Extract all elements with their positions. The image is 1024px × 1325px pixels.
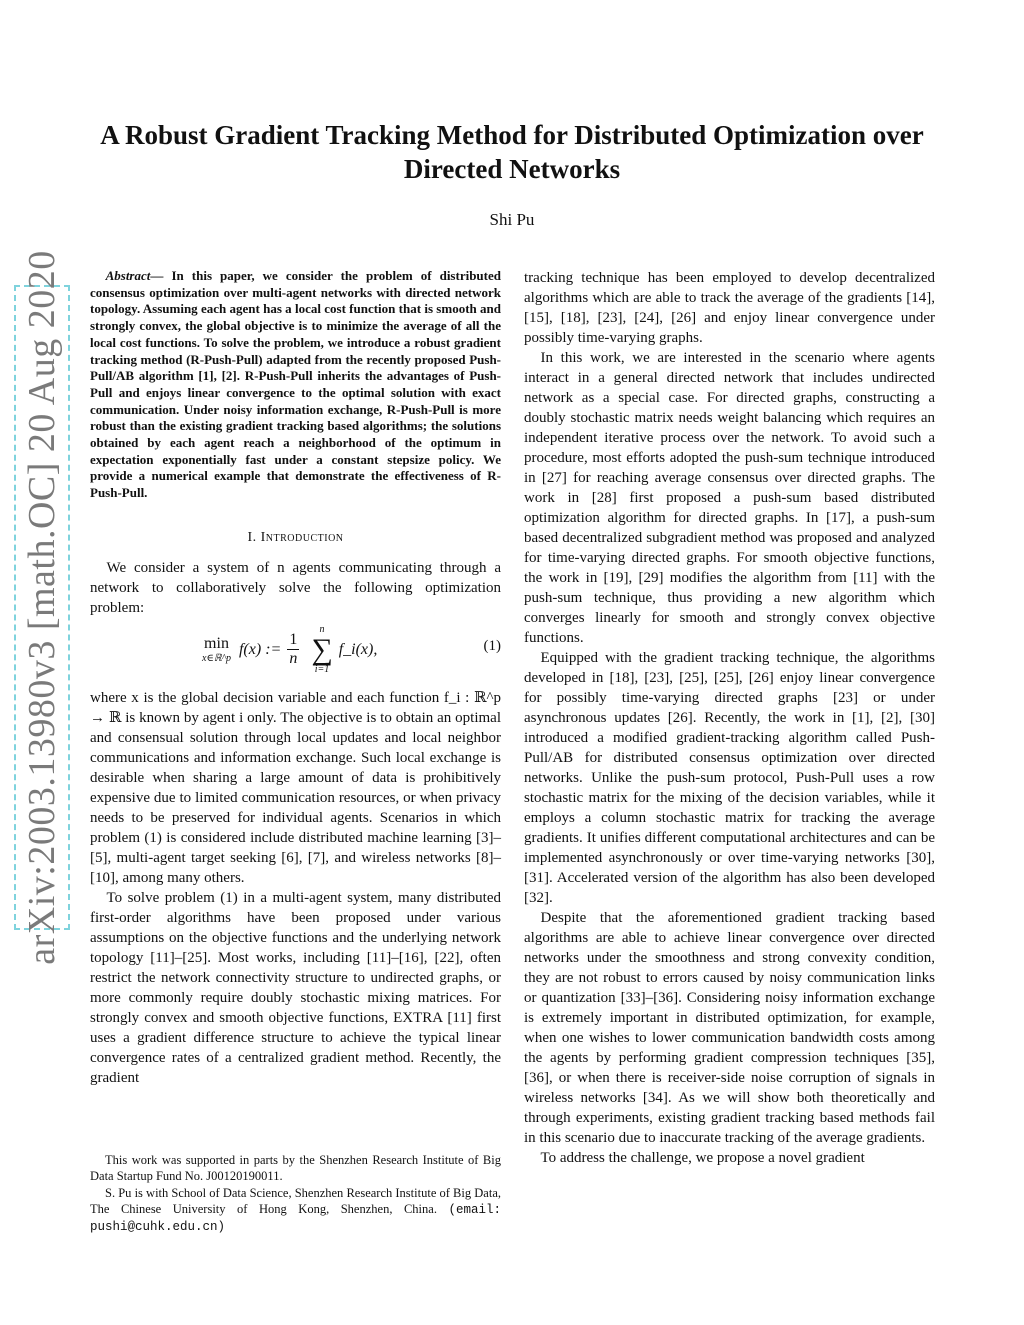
left-column xyxy=(90,268,501,1088)
eq-frac-den: n xyxy=(289,650,298,668)
eq-lhs: f(x) := xyxy=(238,640,282,658)
section-title: Introduction xyxy=(260,529,344,545)
footnote-funding: This work was supported in parts by the Shenzhen Research Institute of Big Data Startup Fund No. J00120190011. xyxy=(90,1153,501,1183)
equation-number: (1) xyxy=(483,637,501,654)
footnotes xyxy=(90,1152,501,1236)
eq-min-sub: x∈ℝ^p xyxy=(202,653,231,665)
paragraph: where x is the global decision variable and each function f_i : ℝ^p → ℝ is known by agent i only. The objective is to obtain an optimal and consensual solution through local updates and local neighbor communications and information exchange. Such local exchange is desirable when sharing a large amount of data is prohibitively expensive due to limited communication resources, or when privacy needs to be preserved for individual agents. Scenarios in which problem (1) is considered include distributed machine learning [3]–[5], multi-agent target seeking [6], [7], and wireless networks [8]–[10], among many others. xyxy=(90,689,501,886)
footnote-affiliation xyxy=(90,1185,501,1235)
eq-sum-top: n xyxy=(319,623,325,635)
paragraph: We consider a system of n agents communicating through a network to collaboratively solve the following optimization problem: xyxy=(90,559,501,616)
footnote-affiliation-text: S. Pu is with School of Data Science, Shenzhen Research Institute of Big Data, The Chinese University of Hong Kong, Shenzhen, China. xyxy=(90,1186,501,1216)
paper-title: A Robust Gradient Tracking Method for Distributed Optimization over Directed Networks xyxy=(100,120,924,184)
right-column xyxy=(524,268,935,1168)
footnote-email[interactable]: (email: pushi@cuhk.edu.cn) xyxy=(90,1203,501,1234)
equation-1: min x∈ℝ^p f(x) := $\frac{1}{n}$ n ∑ i=1 f_i(x), (1) xyxy=(202,623,501,675)
paragraph: In this work, we are interested in the scenario where agents interact in a general directed network that includes undirected network as a special case. For directed graphs, constructing a doubly stochastic matrix needs weight balancing which requires an independent iterative process over the network. To avoid such a procedure, most efforts adopted the push-sum technique introduced in [27] for reaching average consensus over directed graphs. The work in [28] first proposed a push-sum based distributed optimization algorithm for directed graphs. In [17], a push-sum based decentralized subgradient method was proposed and analyzed for time-varying directed graphs. For smooth objective functions, the work in [19], [29] modifies the algorithm from [11] with the push-sum technique, thus providing a new algorithm which converges linearly for smooth and strongly convex objective functions. xyxy=(524,350,935,646)
abstract-label: Abstract xyxy=(105,268,151,283)
eq-rhs: f_i(x), xyxy=(338,640,378,658)
section-number: I. xyxy=(247,529,257,545)
arxiv-stamp-text: arXiv:2003.13980v3 [math.OC] 20 Aug 2020 xyxy=(14,285,70,930)
paragraph: To solve problem (1) in a multi-agent system, many distributed first-order algorithms have been proposed under various assumptions on the objective functions and the underlying network topology [11]–[25]. Most works, including [11]–[16], [22], often restrict the network connectivity structure to undirected graphs, or more commonly require doubly stochastic mixing matrices. For strongly convex and smooth objective functions, EXTRA [11] first uses a gradient difference structure to achieve the typical linear convergence rates of a centralized gradient method. Recently, the gradient xyxy=(90,889,501,1086)
paragraph: To address the challenge, we propose a novel gradient xyxy=(540,1150,865,1166)
eq-frac-num: 1 xyxy=(289,631,298,649)
abstract: Abstract— In this paper, we consider the problem of distributed consensus optimization over multi-agent networks with directed network topology. Assuming each agent has a local cost function that is smooth and strongly convex, the global objective is to minimize the average of all the local cost functions. To solve the problem, we introduce a robust gradient tracking method (R-Push-Pull) adapted from the recently proposed Push-Pull/AB algorithm [1], [2]. R-Push-Pull inherits the advantages of Push-Pull and enjoys linear convergence to the optimal solution with exact communication. Under noisy information exchange, R-Push-Pull is more robust than the existing gradient tracking based algorithms; the solutions obtained by each agent reach a neighborhood of the optimum in expectation exponentially fast under a constant stepsize policy. We provide a numerical example that demonstrate the effectiveness of R-Push-Pull. xyxy=(90,268,501,501)
paragraph: tracking technique has been employed to develop decentralized algorithms which are able to track the average of the gradients [14], [15], [18], [23], [24], [26] and enjoy linear convergence under possibly time-varying graphs. xyxy=(524,270,935,346)
eq-sum-bottom: i=1 xyxy=(314,663,330,675)
author-name: Shi Pu xyxy=(489,210,535,229)
abstract-text: In this paper, we consider the problem of distributed consensus optimization over multi-agent networks with directed network topology. Assuming each agent has a local cost function that is smooth and strongly convex, the global objective is to minimize the average of all the local cost functions. To solve the problem, we introduce a robust gradient tracking method (R-Push-Pull) adapted from the recently proposed Push-Pull/AB algorithm [1], [2]. R-Push-Pull inherits the advantages of Push-Pull and enjoys linear convergence to the optimal solution with exact communication. Under noisy information exchange, R-Push-Pull is more robust than the existing gradient tracking based algorithms; the solutions obtained by each agent reach a neighborhood of the optimum in expectation exponentially fast under a constant stepsize policy. We provide a numerical example that demonstrate the effectiveness of R-Push-Pull. xyxy=(90,268,501,501)
arxiv-stamp xyxy=(14,250,70,965)
paragraph: Despite that the aforementioned gradient tracking based algorithms are able to achieve linear convergence over directed networks under the smoothness and strong convexity condition, they are not robust to errors caused by noisy communication links or quantization [33]–[36]. Considering noisy information exchange is extremely important in distributed optimization, for example, when one wishes to lower communication bandwidth costs among the agents by performing gradient compression techniques [35], [36], or when there is receiver-side noise corruption of signals in wireless networks [34]. As we will show both theoretically and through experiments, existing gradient tracking based methods fail in this scenario due to inaccurate tracking of the average gradients. xyxy=(524,910,935,1146)
paragraph: Equipped with the gradient tracking technique, the algorithms developed in [18], [23], [25], [25], [26] enjoy linear convergence for possibly time-varying directed graphs [23] or under asynchronous updates [26]. Recently, the work in [1], [2], [30] introduced a modified gradient-tracking algorithm called Push-Pull/AB for distributed consensus optimization over directed networks. Unlike the push-sum protocol, Push-Pull uses a row stochastic matrix for the mixing of the decision variables, while it employs a column stochastic matrix for tracking the average gradients. It unifies different computational architectures and can be implemented asynchronously or over time-varying networks [30], [31]. Accelerated version of the algorithm has also been developed [32]. xyxy=(524,650,935,906)
section-heading xyxy=(90,530,501,546)
eq-min: min xyxy=(204,635,229,653)
